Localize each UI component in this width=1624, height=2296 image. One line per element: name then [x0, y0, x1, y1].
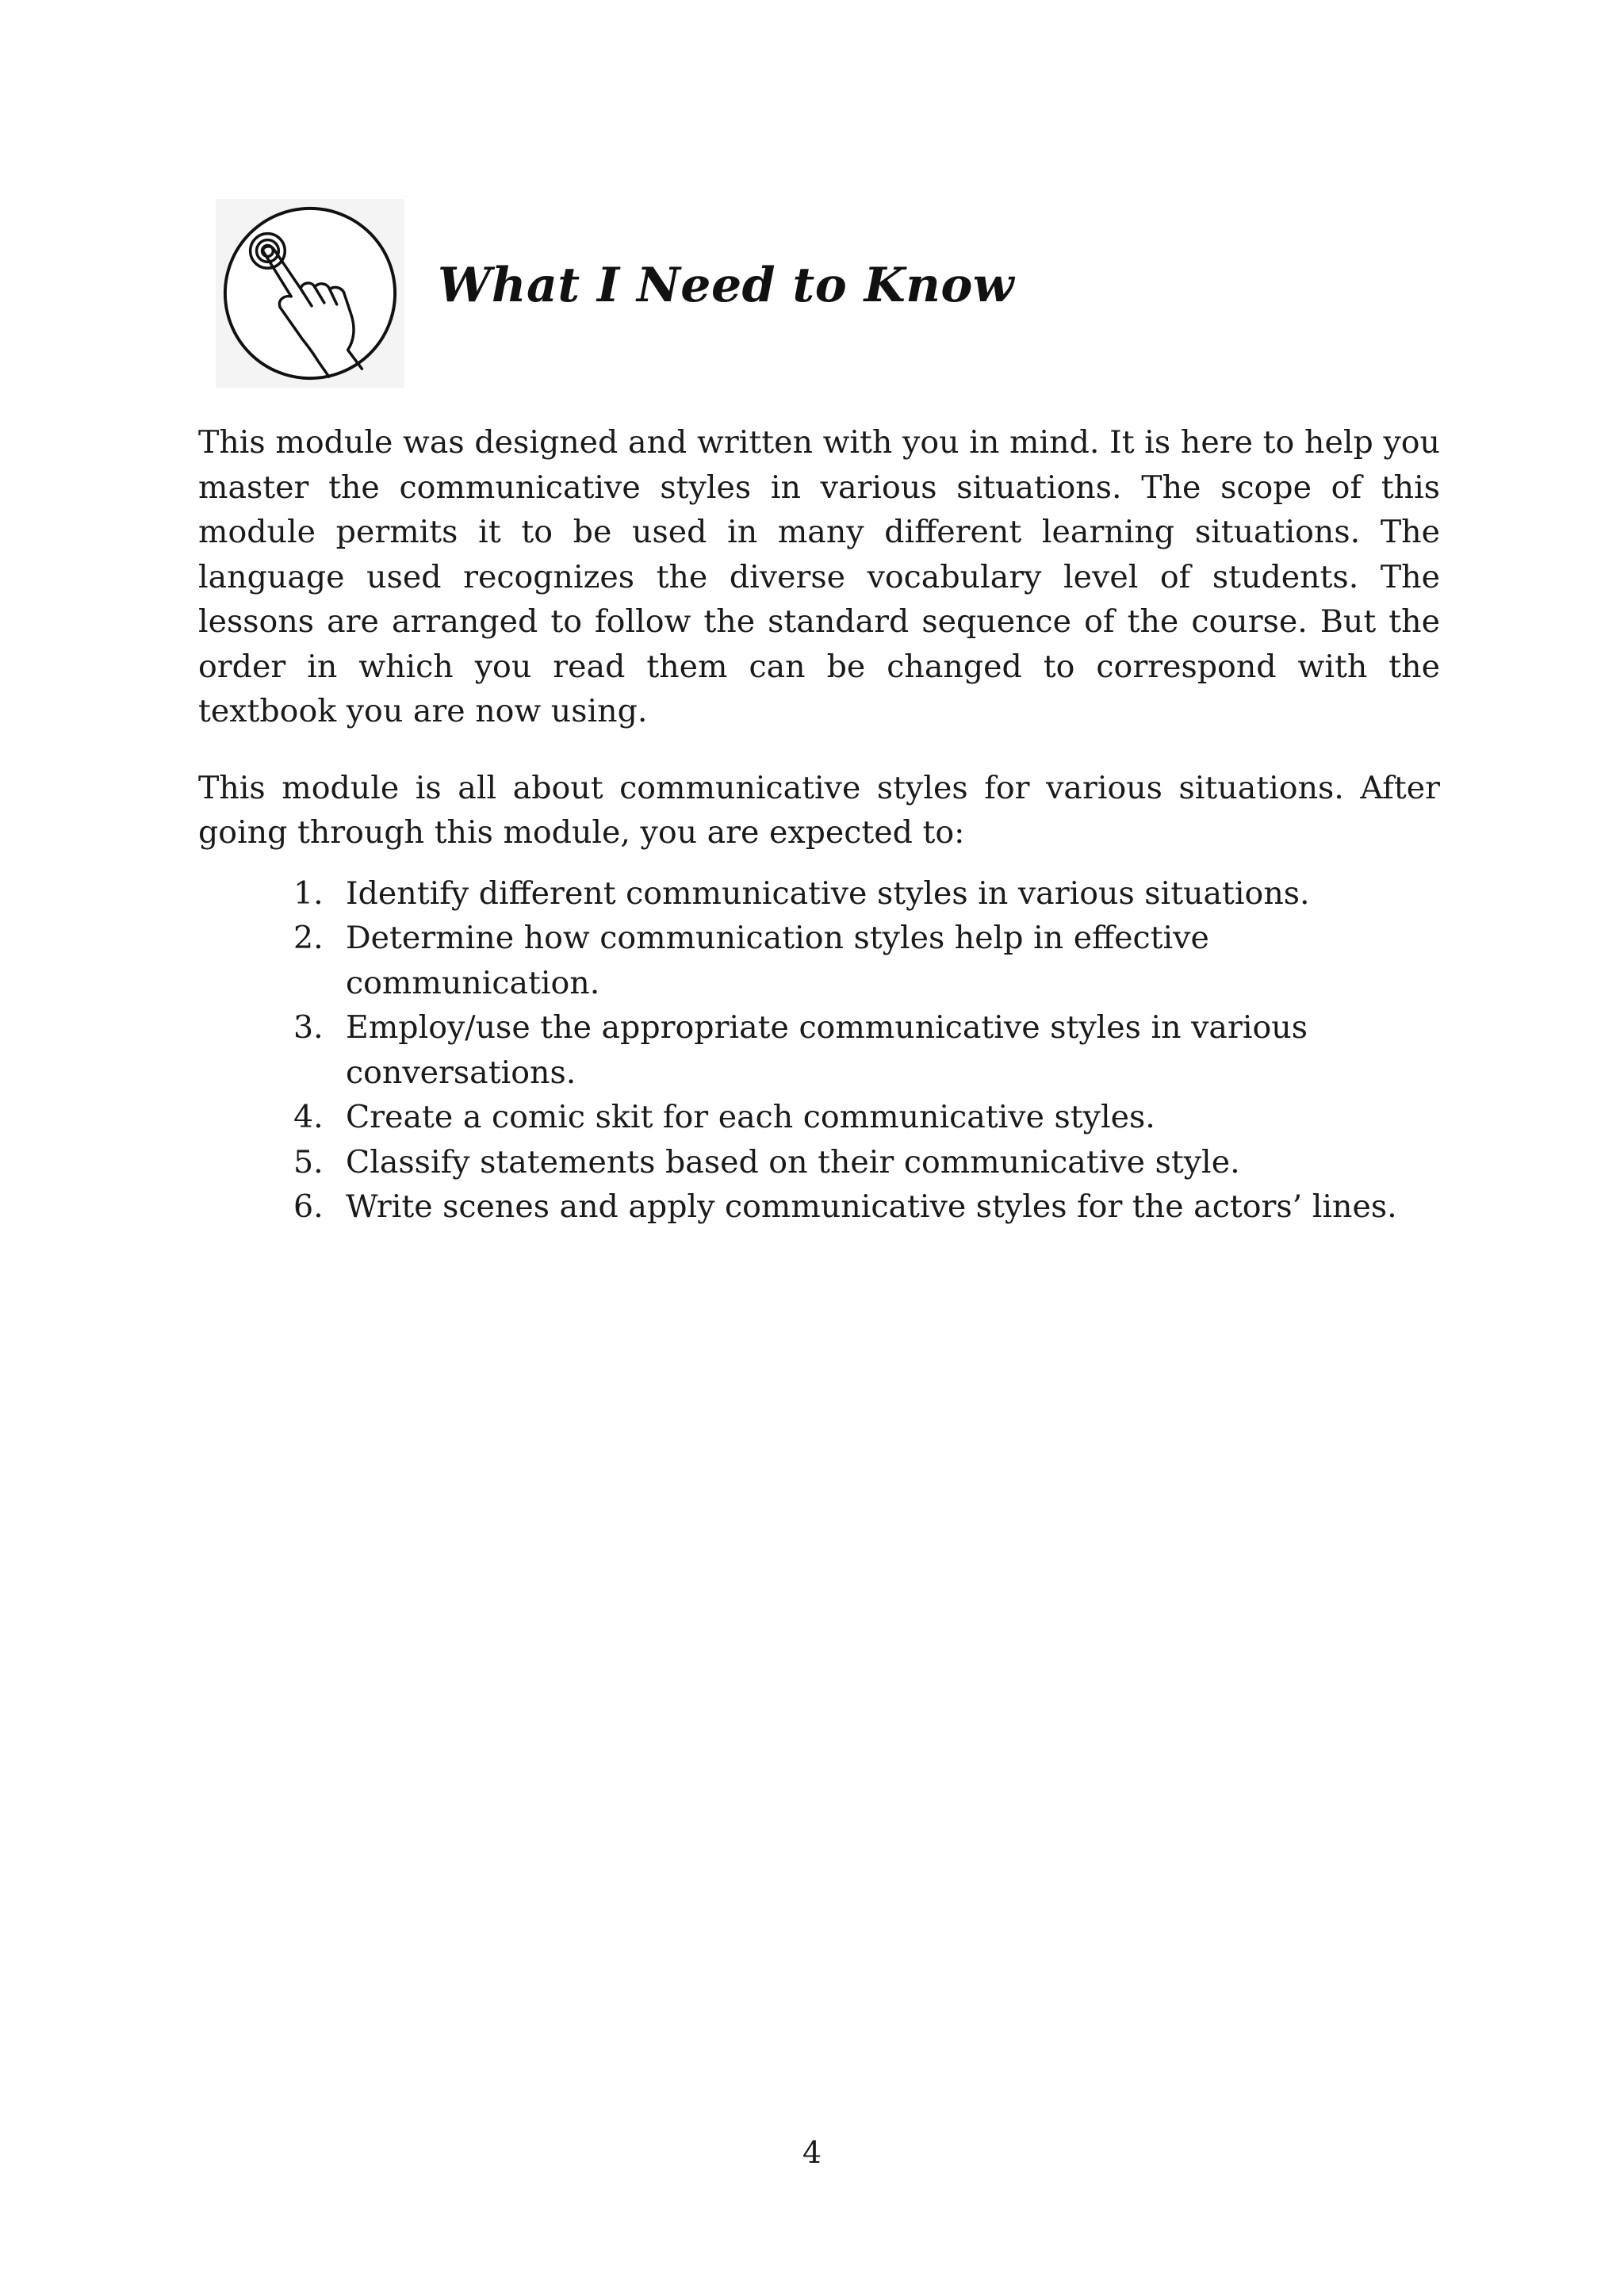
learning-objectives-list [198, 871, 1440, 1230]
objective-text: Employ/use the appropriate communicative styles in various conversations. [346, 1009, 1308, 1091]
objective-number: 3. [293, 1009, 324, 1046]
objectives-intro-paragraph: This module is all about communicative styles for various situations. After going through this module, you are expected to: [198, 769, 1440, 851]
objective-text: Identify different communicative styles in various situations. [346, 874, 1310, 912]
objective-number: 4. [293, 1099, 324, 1135]
objective-text: Create a comic skit for each communicative styles. [346, 1099, 1155, 1135]
objective-number: 1. [293, 874, 324, 912]
objective-text: Write scenes and apply communicative styles for the actors’ lines. [346, 1188, 1397, 1225]
section-title: What I Need to Know [438, 258, 1015, 313]
page-number: 4 [802, 2135, 822, 2170]
objective-item [198, 871, 1440, 916]
objective-text: Determine how communication styles help in effective communication. [346, 920, 1209, 1001]
objective-number: 6. [293, 1188, 324, 1225]
objective-number: 5. [293, 1143, 324, 1181]
touch-hand-icon [216, 199, 404, 388]
objective-item [198, 916, 1440, 1005]
intro-paragraph: This module was designed and written with you in mind. It is here to help you master the communicative styles in various situations. The scope of this module permits it to be used in many different learning situations. The language used recognizes the diverse vocabulary level of students. The lessons are arranged to follow the standard sequence of the course. But the order in which you read them can be changed to correspond with the textbook you are now using. [198, 424, 1440, 729]
module-content [198, 420, 1440, 1230]
objective-item [198, 1184, 1440, 1230]
objective-number: 2. [293, 920, 324, 956]
objective-item [198, 1140, 1440, 1185]
objective-item [198, 1005, 1440, 1095]
objective-item [198, 1095, 1440, 1140]
section-header [216, 198, 1014, 388]
objective-text: Classify statements based on their communicative style. [346, 1143, 1240, 1181]
